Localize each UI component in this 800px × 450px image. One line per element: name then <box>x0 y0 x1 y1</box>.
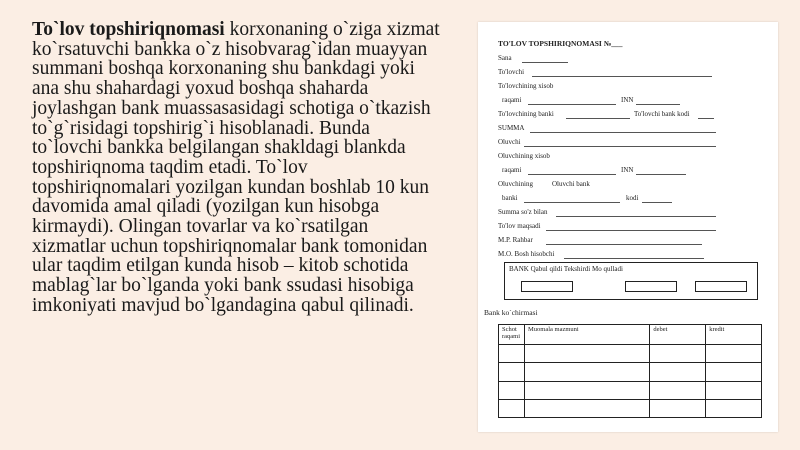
payment-order-form-image <box>478 22 778 432</box>
field-oluvchining-xisob: Oluvchining xisob <box>498 152 550 160</box>
field-line <box>566 118 630 119</box>
bank-extract-table <box>498 324 762 418</box>
field-mo-bosh-hisobchi: M.O. Bosh hisobchi <box>498 250 555 258</box>
field-line <box>546 244 702 245</box>
field-summa: SUMMA <box>498 124 525 132</box>
field-line <box>522 62 568 63</box>
field-line <box>556 216 716 217</box>
field-line <box>530 132 716 133</box>
field-line <box>642 202 672 203</box>
field-oluvchi-bank: Oluvchi bank <box>552 180 590 188</box>
field-tolov-maqsadi: To'lov maqsadi <box>498 222 541 230</box>
field-raqami-2: raqami <box>502 166 522 174</box>
field-line <box>524 202 620 203</box>
field-raqami: raqami <box>502 96 522 104</box>
field-line <box>698 118 714 119</box>
field-tolovchining-banki: To'lovchining banki <box>498 110 554 118</box>
bank-kochirmasi-label: Bank ko`chirmasi <box>484 308 538 317</box>
field-sana: Sana <box>498 54 512 62</box>
field-line <box>564 258 704 259</box>
stamp-cell <box>695 281 747 292</box>
field-line <box>532 76 712 77</box>
field-mp-rahbar: M.P. Rahbar <box>498 236 533 244</box>
table-row <box>499 399 762 417</box>
field-banki: banki <box>502 194 518 202</box>
field-tolovchi: To'lovchi <box>498 68 525 76</box>
description-paragraph <box>32 20 442 316</box>
stamp-cell <box>625 281 677 292</box>
paragraph-title: To`lov topshiriqnomasi <box>32 19 225 40</box>
table-row <box>499 381 762 399</box>
field-line <box>528 104 616 105</box>
field-tolovchi-bank-kodi: To'lovchi bank kodi <box>634 110 690 118</box>
field-kodi: kodi <box>626 194 639 202</box>
table-row <box>499 363 762 381</box>
paragraph-body: korxonaning o`ziga xizmat ko`rsatuvchi bankka o`z hisobvarag`idan muayyan summani boshqa korxonaning shu bankdagi yoki ana shu shahardagi yoxud boshqa shaharda joylashgan bank muassasasidagi schotiga o`tkazish to`g`risidagi topshirig`i hisoblanadi. Bunda to`lovchi bankka belgilangan shakldagi blankda topshiriqnoma taqdim etadi. To`lov topshiriqnomalari yozilgan kundan boshlab 10 kun davomida amal qiladi (yozilgan kun hisobga kirmaydi). Olingan tovarlar va ko`rsatilgan xizmatlar uchun topshiriqnomalar bank tomonidan ular taqdim etilgan kunda hisob – kitob schotida mablag`lar bo`lganda yoki bank ssudasi hisobiga imkoniyati mavjud bo`lgandagina qabul qilinadi. <box>32 19 440 316</box>
field-line <box>636 104 680 105</box>
field-oluvchi: Oluvchi <box>498 138 521 146</box>
field-line <box>528 174 616 175</box>
col-header-kredit: kredit <box>706 325 762 345</box>
col-header-schot: Schot raqami <box>499 325 525 345</box>
field-summa-sozlar: Summa so'z bilan <box>498 208 548 216</box>
field-tolovchining-xisob: To'lovchining xisob <box>498 82 554 90</box>
field-inn-2: INN <box>621 166 634 174</box>
field-line <box>636 174 686 175</box>
field-line <box>546 230 716 231</box>
col-header-debet: debet <box>650 325 706 345</box>
bank-stamp-box <box>504 262 758 300</box>
form-header: TO'LOV TOPSHIRIQNOMASI №___ <box>498 39 623 48</box>
stamp-cell <box>521 281 573 292</box>
table-row <box>499 345 762 363</box>
col-header-muomala: Muomala mazmuni <box>524 325 649 345</box>
bank-box-label: BANK Qabul qildi Tekshirdi Mo qulladi <box>509 265 623 273</box>
field-inn: INN <box>621 96 634 104</box>
field-oluvchining: Oluvchining <box>498 180 533 188</box>
field-line <box>524 146 716 147</box>
